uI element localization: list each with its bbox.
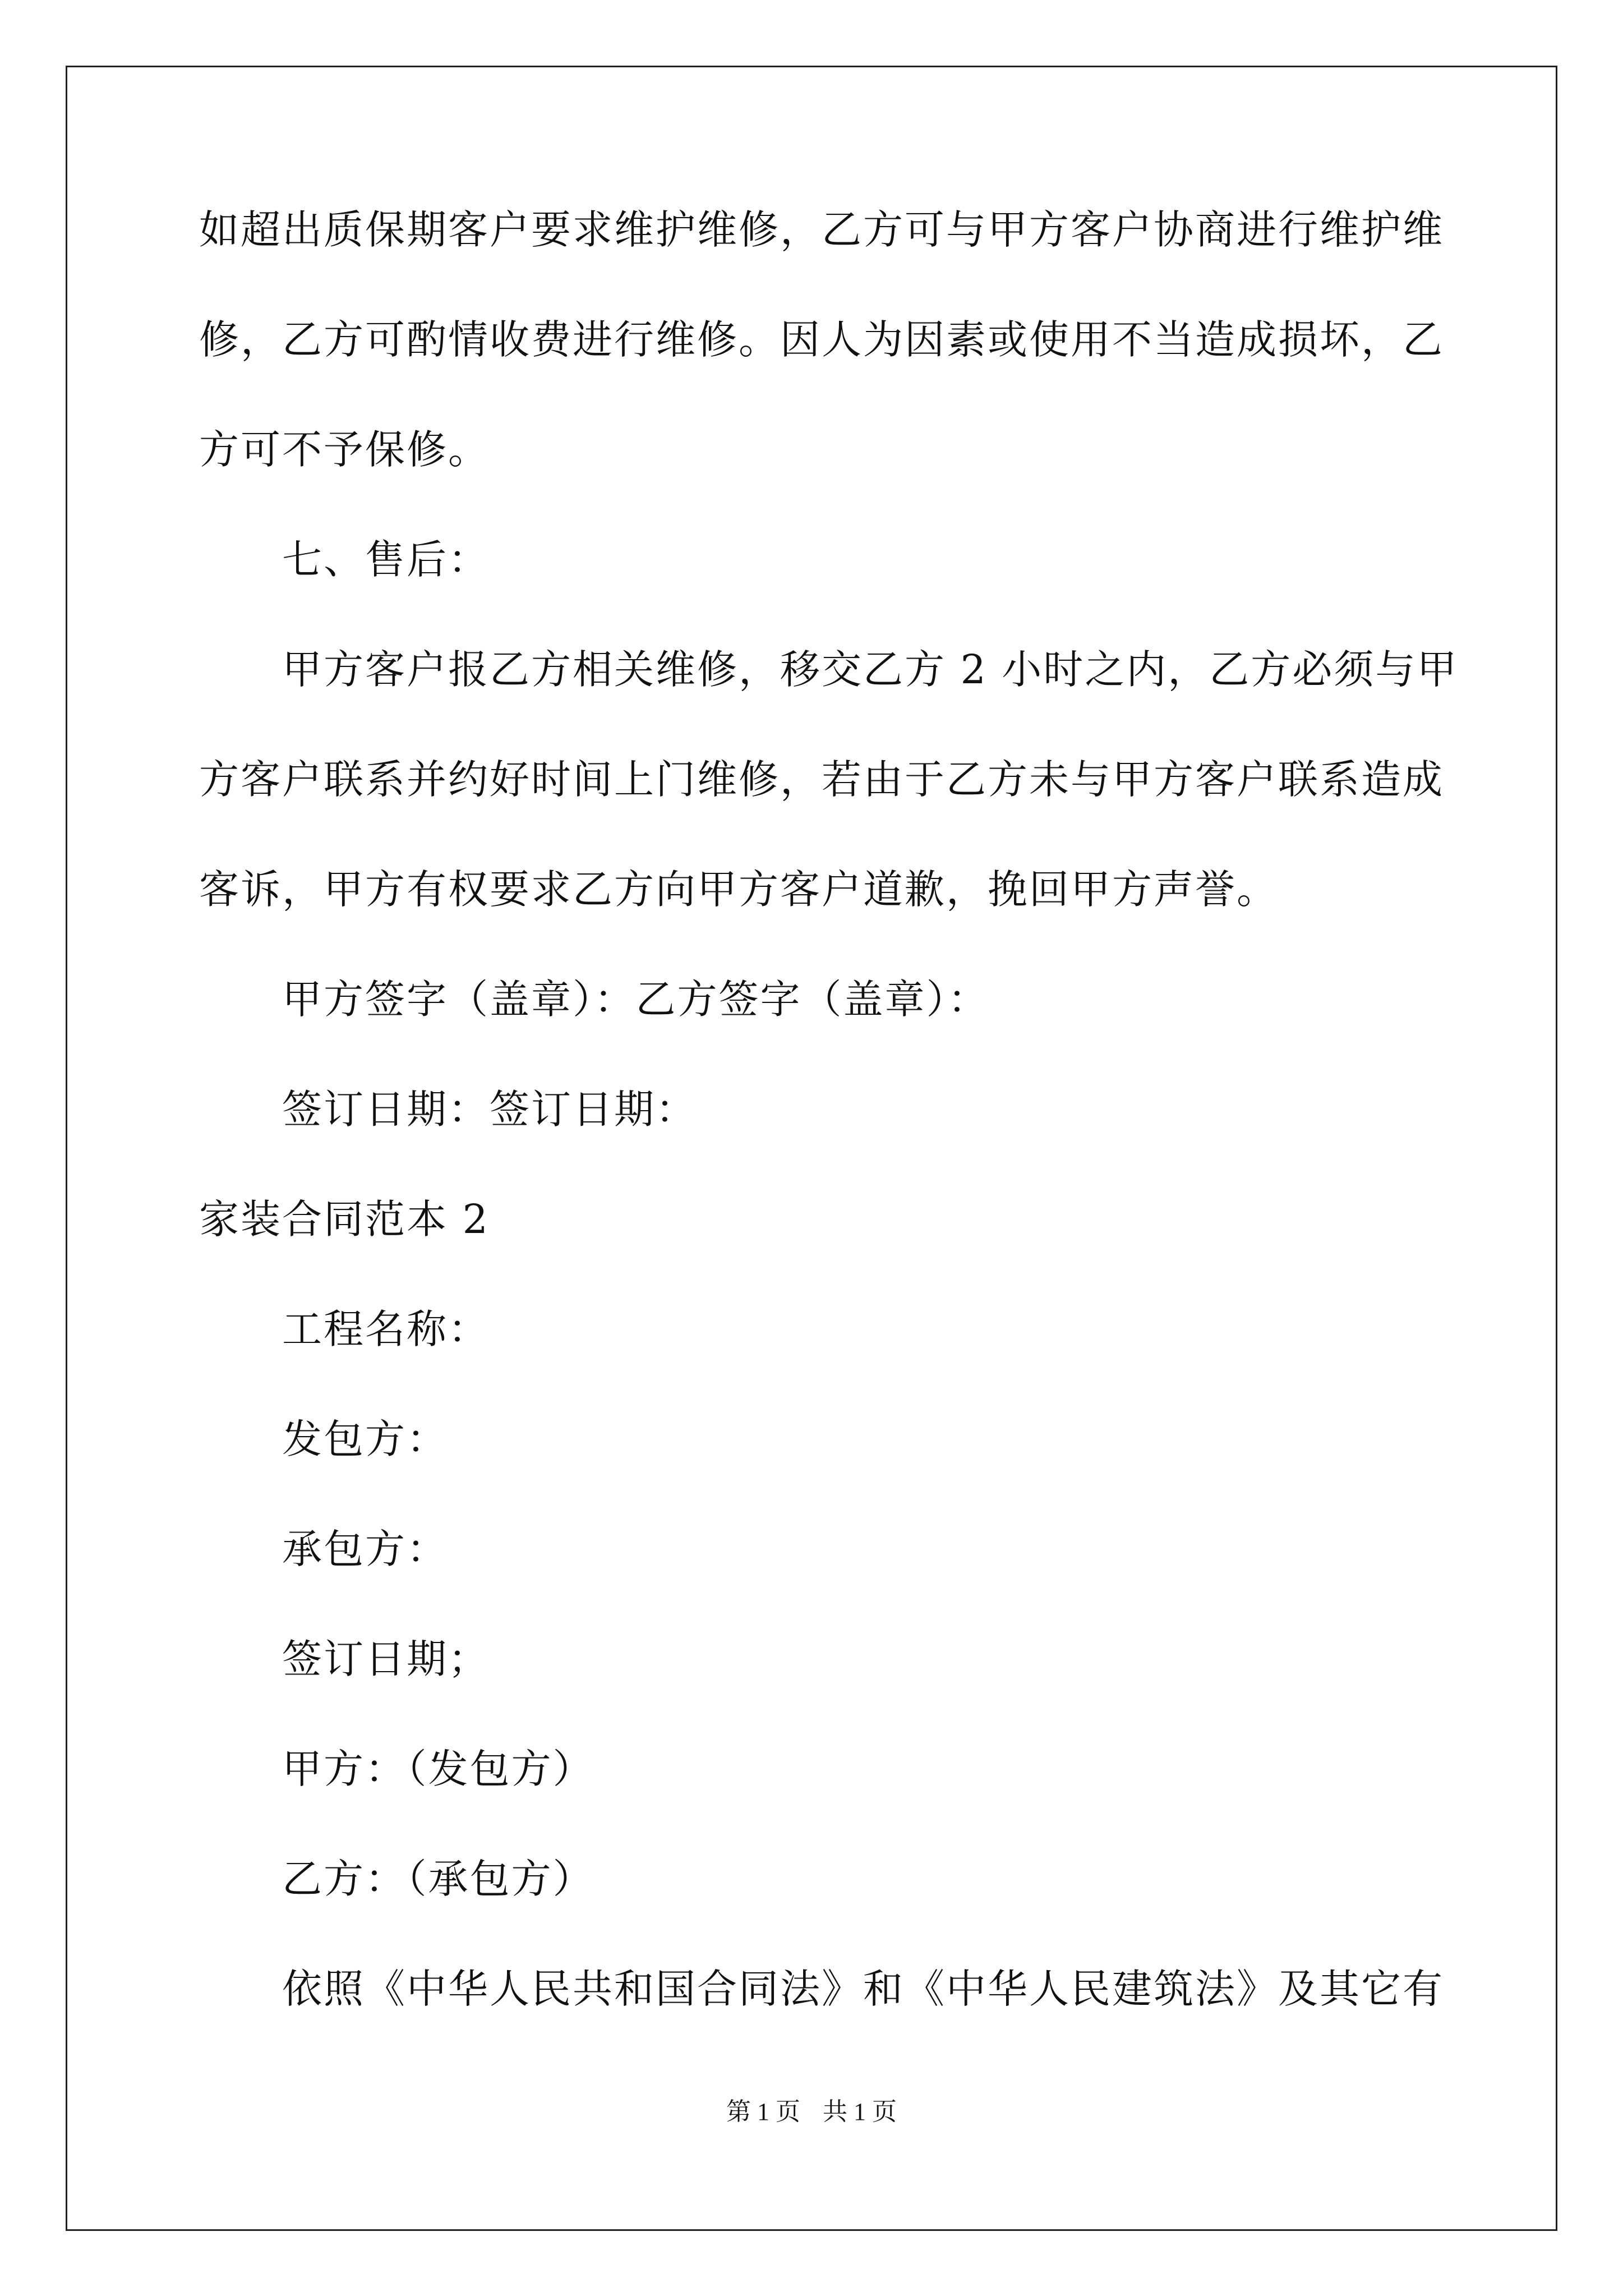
text-line: 甲方客户报乙方相关维修，移交乙方 2 小时之内，乙方必须与甲 bbox=[282, 646, 1459, 693]
text-line: 如超出质保期客户要求维护维修，乙方可与甲方客户协商进行维护维 bbox=[199, 206, 1445, 253]
text-line: 客诉，甲方有权要求乙方向甲方客户道歉，挽回甲方声誉。 bbox=[199, 866, 1279, 913]
party-a-field: 甲方：（发包方） bbox=[282, 1746, 594, 1792]
party-b-field: 乙方：（承包方） bbox=[282, 1856, 594, 1902]
signing-date-line: 签订日期：签订日期： bbox=[282, 1086, 698, 1133]
page-number: 第 1 页 bbox=[726, 2098, 800, 2125]
text-line: 依照《中华人民共和国合同法》和《中华人民建筑法》及其它有 bbox=[282, 1966, 1445, 2012]
document-title: 家装合同范本 2 bbox=[199, 1196, 490, 1243]
page-total: 共 1 页 bbox=[823, 2098, 897, 2125]
text-line: 方客户联系并约好时间上门维修，若由于乙方未与甲方客户联系造成 bbox=[199, 756, 1445, 803]
page-footer bbox=[0, 2098, 1623, 2126]
client-field: 发包方： bbox=[282, 1416, 449, 1462]
page-frame bbox=[66, 66, 1557, 2231]
signing-date-field: 签订日期； bbox=[282, 1636, 490, 1682]
signature-line: 甲方签字（盖章）：乙方签字（盖章）： bbox=[282, 976, 990, 1023]
contractor-field: 承包方： bbox=[282, 1526, 449, 1572]
section-heading: 七、售后： bbox=[282, 536, 490, 583]
text-line: 修，乙方可酌情收费进行维修。因人为因素或使用不当造成损坏，乙 bbox=[199, 316, 1445, 363]
text-line: 方可不予保修。 bbox=[199, 426, 490, 473]
project-name-field: 工程名称： bbox=[282, 1306, 490, 1352]
